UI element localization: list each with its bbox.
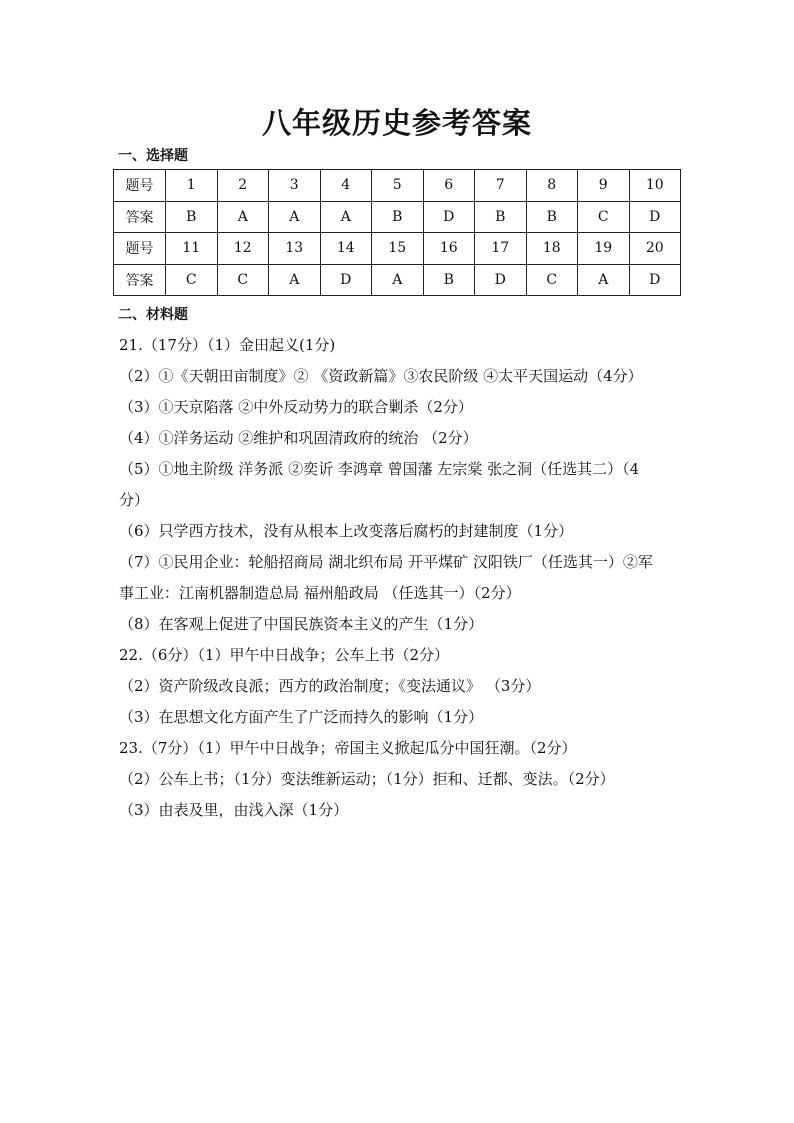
table-cell: B bbox=[372, 201, 424, 233]
table-cell: A bbox=[578, 264, 630, 296]
table-cell: A bbox=[217, 201, 269, 233]
answer-line: 23.（7分）（1）甲午中日战争；帝国主义掀起瓜分中国狂潮。（2分） bbox=[119, 739, 577, 757]
answer-line: （3）在思想文化方面产生了广泛而持久的影响（1分） bbox=[119, 708, 484, 726]
table-cell: D bbox=[475, 264, 527, 296]
table-cell: D bbox=[629, 264, 681, 296]
table-cell: A bbox=[372, 264, 424, 296]
answer-line: （6）只学西方技术，没有从根本上改变落后腐朽的封建制度（1分） bbox=[119, 522, 574, 540]
answer-line: （7）①民用企业：轮船招商局 湖北织布局 开平煤矿 汉阳铁厂（任选其一）②军 bbox=[119, 553, 653, 571]
table-cell: C bbox=[217, 264, 269, 296]
table-cell: D bbox=[423, 201, 475, 233]
table-cell: 10 bbox=[629, 170, 681, 202]
table-row bbox=[114, 233, 681, 265]
answer-line: （8）在客观上促进了中国民族资本主义的产生（1分） bbox=[119, 615, 484, 633]
table-cell: C bbox=[578, 201, 630, 233]
answer-line: 分） bbox=[119, 491, 150, 509]
table-cell: 19 bbox=[578, 233, 630, 265]
answer-line: （3）由表及里，由浅入深（1分） bbox=[119, 801, 349, 819]
answer-line: （4）①洋务运动 ②维护和巩固清政府的统治 （2分） bbox=[119, 429, 478, 447]
page-title: 八年级历史参考答案 bbox=[261, 106, 532, 140]
table-cell: 3 bbox=[269, 170, 321, 202]
table-cell: 5 bbox=[372, 170, 424, 202]
table-cell: 1 bbox=[166, 170, 218, 202]
section-heading-material: 二、材料题 bbox=[118, 307, 188, 323]
table-cell: 20 bbox=[629, 233, 681, 265]
answer-line: （5）①地主阶级 洋务派 ②奕䜣 李鸿章 曾国藩 左宗棠 张之洞（任选其二）（4 bbox=[119, 460, 640, 478]
table-cell: C bbox=[166, 264, 218, 296]
table-row bbox=[114, 170, 681, 202]
table-cell: B bbox=[166, 201, 218, 233]
table-cell: 7 bbox=[475, 170, 527, 202]
table-cell: B bbox=[526, 201, 578, 233]
table-cell: 18 bbox=[526, 233, 578, 265]
table-cell: D bbox=[320, 264, 372, 296]
section-heading-choice: 一、选择题 bbox=[118, 148, 188, 164]
answer-line: （2）公车上书；（1分）变法维新运动；（1分）拒和、迁都、变法。（2分） bbox=[119, 770, 615, 788]
table-cell: 12 bbox=[217, 233, 269, 265]
answer-line: 22.（6分）（1）甲午中日战争；公车上书（2分） bbox=[119, 646, 449, 664]
table-cell: 8 bbox=[526, 170, 578, 202]
table-cell: A bbox=[269, 264, 321, 296]
table-cell: 4 bbox=[320, 170, 372, 202]
row-label: 答案 bbox=[114, 201, 166, 233]
table-cell: 16 bbox=[423, 233, 475, 265]
table-cell: C bbox=[526, 264, 578, 296]
table-cell: 2 bbox=[217, 170, 269, 202]
answer-line: 事工业：江南机器制造总局 福州船政局 （任选其一）（2分） bbox=[119, 584, 521, 602]
table-cell: A bbox=[269, 201, 321, 233]
answer-line: （3）①天京陷落 ②中外反动势力的联合剿杀（2分） bbox=[119, 398, 473, 416]
table-cell: B bbox=[475, 201, 527, 233]
table-cell: 13 bbox=[269, 233, 321, 265]
row-label: 答案 bbox=[114, 264, 166, 296]
table-cell: 14 bbox=[320, 233, 372, 265]
answer-lines bbox=[119, 330, 685, 826]
answer-line: （2）①《天朝田亩制度》② 《资政新篇》③农民阶级 ④太平天国运动（4分） bbox=[119, 367, 643, 385]
table-cell: 6 bbox=[423, 170, 475, 202]
table-cell: 15 bbox=[372, 233, 424, 265]
table-row bbox=[114, 264, 681, 296]
row-label: 题号 bbox=[114, 233, 166, 265]
table-cell: 9 bbox=[578, 170, 630, 202]
row-label: 题号 bbox=[114, 170, 166, 202]
answer-line: 21.（17分）（1）金田起义(1分) bbox=[119, 336, 336, 354]
answer-line: （2）资产阶级改良派；西方的政治制度；《变法通议》 （3分） bbox=[119, 677, 541, 695]
table-cell: 11 bbox=[166, 233, 218, 265]
table-cell: A bbox=[320, 201, 372, 233]
table-cell: D bbox=[629, 201, 681, 233]
table-cell: 17 bbox=[475, 233, 527, 265]
answer-table bbox=[113, 169, 681, 296]
table-cell: B bbox=[423, 264, 475, 296]
table-row bbox=[114, 201, 681, 233]
